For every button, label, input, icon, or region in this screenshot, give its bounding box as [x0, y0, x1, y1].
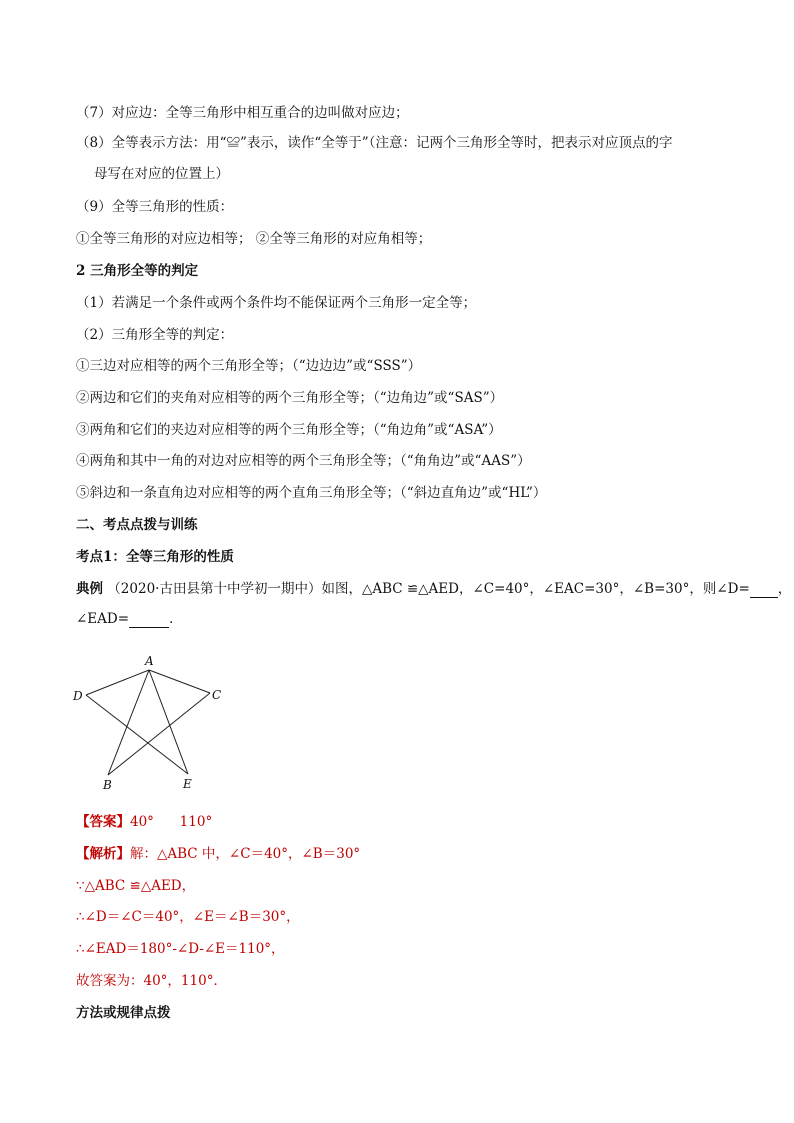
rule-asa: ③两角和它们的夹边对应相等的两个三角形全等；（“角边角”或“ASA”） [76, 422, 502, 438]
answer-blank-2 [129, 613, 169, 628]
example-text: （2020·古田县第十中学初一期中）如图，△ABC ≌△AED，∠C=40°，∠EAC=30°，∠B=30°，则∠D= [107, 581, 750, 597]
rule-sss: ①三边对应相等的两个三角形全等；（“边边边”或“SSS”） [76, 358, 422, 374]
vertex-label-a: A [145, 654, 154, 668]
segment-ac [149, 670, 210, 693]
segment-cb [108, 693, 210, 775]
heading-congruence-criteria: 2 三角形全等的判定 [76, 263, 199, 279]
rule-hl: ⑤斜边和一条直角边对应相等的两个直角三角形全等；（“斜边直角边”或“HL”） [76, 485, 547, 501]
answer-line [76, 813, 212, 831]
vertex-label-e: E [183, 777, 192, 791]
vertex-label-c: C [212, 688, 222, 702]
method-heading: 方法或规律点拨 [76, 1005, 171, 1021]
rule-aas: ④两角和其中一角的对边对应相等的两个三角形全等；（“角角边”或“AAS”） [76, 453, 531, 469]
line-corresponding-sides: （7）对应边：全等三角形中相互重合的边叫做对应边； [76, 105, 409, 121]
example-label: 典例 [76, 581, 103, 597]
segment-ab [108, 670, 149, 775]
rule-sas: ②两边和它们的夹角对应相等的两个三角形全等；（“边角边”或“SAS”） [76, 390, 504, 406]
line-criteria-2: （2）三角形全等的判定： [76, 327, 234, 343]
answer-label: 【答案】 [76, 814, 130, 830]
vertex-label-b: B [103, 778, 112, 792]
line-criteria-1: （1）若满足一个条件或两个条件均不能保证两个三角形一定全等； [76, 295, 477, 311]
solution-step-1: ∵△ABC ≌△AED， [76, 878, 196, 894]
solution-step-3: ∴∠EAD＝180°-∠D-∠E＝110°， [76, 941, 285, 957]
section-title: 二、考点点拨与训练 [76, 517, 198, 533]
analysis-line [76, 845, 360, 863]
vertex-label-d: D [73, 689, 83, 703]
line-notation-1: （8）全等表示方法：用“≌”表示，读作“全等于”（注意：记两个三角形全等时，把表示对应顶点的字 [76, 135, 673, 151]
example-text-2: ∠EAD= [76, 611, 130, 627]
example-line-1 [76, 580, 791, 598]
example-text-2-end: ． [169, 611, 183, 627]
keypoint-title: 考点1：全等三角形的性质 [76, 549, 234, 565]
example-text-end: ， [777, 581, 792, 597]
example-line-2 [76, 610, 183, 628]
pentagram-figure [70, 652, 230, 792]
solution-step-2: ∴∠D＝∠C＝40°，∠E＝∠B＝30°， [76, 909, 300, 925]
segment-ad [86, 670, 149, 695]
line-properties: （9）全等三角形的性质： [76, 199, 234, 215]
answer-blank-1 [750, 583, 778, 598]
solution-step-4: 故答案为：40°，110°． [76, 973, 227, 989]
analysis-text: 解：△ABC 中，∠C＝40°，∠B＝30° [130, 846, 361, 862]
analysis-label: 【解析】 [76, 846, 130, 862]
answer-values: 40° 110° [130, 814, 213, 830]
line-notation-2: 母写在对应的位置上） [94, 166, 229, 182]
line-properties-detail: ①全等三角形的对应边相等； ②全等三角形的对应角相等； [76, 231, 432, 247]
